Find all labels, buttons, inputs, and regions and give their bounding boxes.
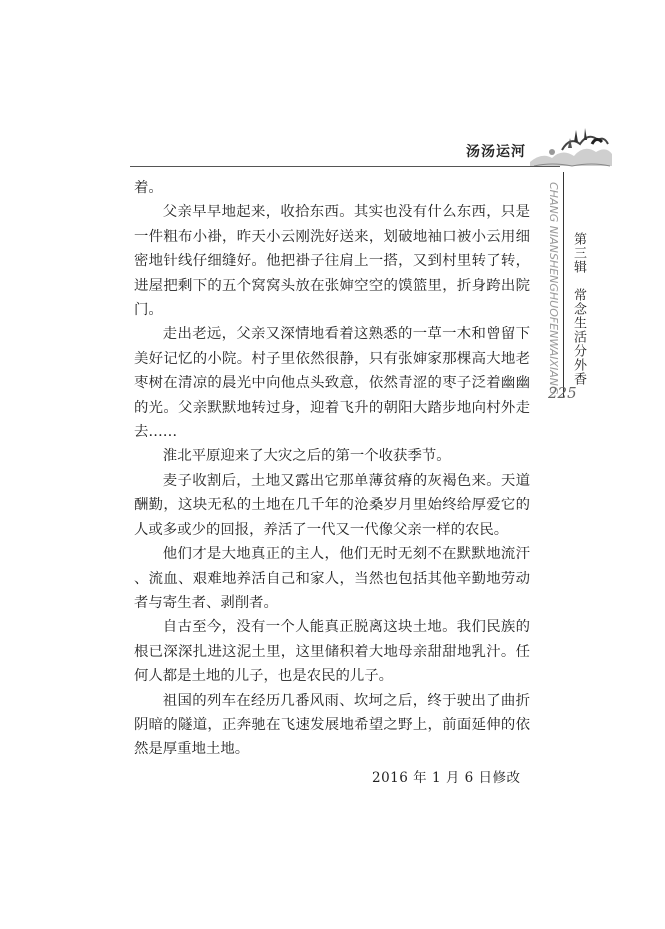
paragraph: 父亲早早地起来，收拾东西。其实也没有什么东西，只是一件粗布小褂，昨天小云刚洗好送来，划破地袖口被小云用细密地针线仔细缝好。他把褂子往肩上一搭，又到村里转了转，进屋把剩下的五个窝窝头放在张婶空空的馍篮里，折身跨出院门。 <box>134 204 530 319</box>
revision-date: 2016 年 1 月 6 日修改 <box>372 770 521 786</box>
page-number: 225 <box>548 384 577 402</box>
paragraph: 祖国的列车在经历几番风雨、坎坷之后，终于驶出了曲折阴暗的隧道，正奔驰在飞速发展地希望之野上，前面延伸的依然是厚重地土地。 <box>134 692 530 758</box>
side-divider <box>563 172 564 398</box>
paragraph: 淮北平原迎来了大灾之后的第一个收获季节。 <box>162 448 451 465</box>
side-chapter-label: 第三辑 <box>571 232 586 274</box>
running-header-title: 汤汤运河 <box>466 144 526 160</box>
paragraph: 他们才是大地真正的主人，他们无时无刻不在默默地流汗、流血、艰难地养活自己和家人，当然也包括其他辛勤地劳动者与寄生者、剥削者。 <box>134 546 530 611</box>
header-divider <box>130 166 560 167</box>
body-text <box>134 176 530 762</box>
paragraph: 着。 <box>134 180 163 196</box>
side-pinyin-text: CHANG NIANSHENGHUOFENWAIXIANG <box>547 182 560 395</box>
side-section-title: 常念生活分外香 <box>571 288 586 386</box>
ink-landscape-icon <box>522 122 614 172</box>
paragraph: 自古至今，没有一个人能真正脱离这块土地。我们民族的根已深深扎进这泥土里，这里储积着大地母亲甜甜地乳汁。任何人都是土地的儿子，也是农民的儿子。 <box>134 619 530 685</box>
paragraph: 走出老远，父亲又深情地看着这熟悉的一草一木和曾留下美好记忆的小院。村子里依然很静，只有张婶家那棵高大地老枣树在清凉的晨光中向他点头致意，依然青涩的枣子泛着幽幽的光。父亲默默地转过身，迎着飞升的朝阳大踏步地向村外走去…… <box>134 326 530 441</box>
paragraph: 麦子收割后，土地又露出它那单薄贫瘠的灰褐色来。天道酬勤，这块无私的土地在几千年的沧桑岁月里始终给厚爱它的人或多或少的回报，养活了一代又一代像父亲一样的农民。 <box>134 472 530 538</box>
